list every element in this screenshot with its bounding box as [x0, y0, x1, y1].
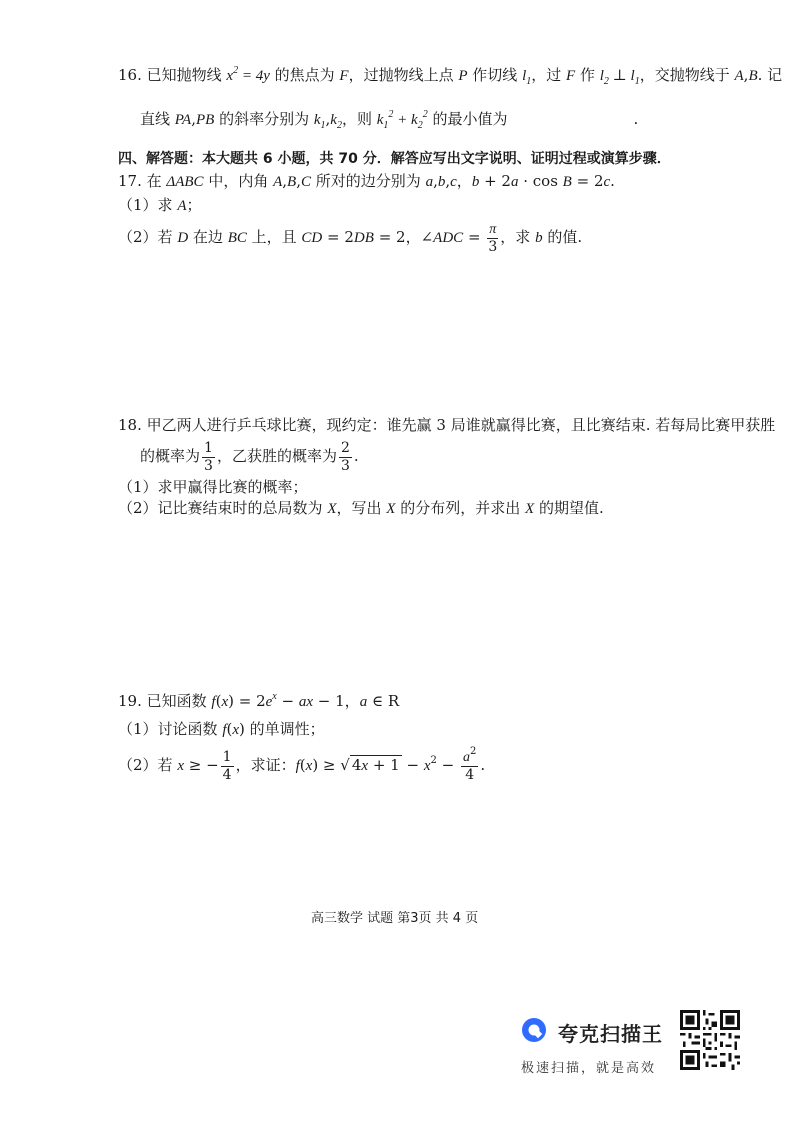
q18-part1: （1）求甲赢得比赛的概率； — [118, 478, 308, 496]
fraction-a-squared-over-4: $\frac{a^2}{4}$ — [462, 745, 477, 783]
fraction-one-quarter: $\frac{1}{4}$ — [222, 748, 232, 783]
q16-line2: 直线 PA,PB 的斜率分别为 $k_1,k_2$，则 $k_1^2 + k_2^2$ 的最小值为 . — [140, 109, 639, 131]
q19-line1: 19. 已知函数 $f(x) = 2e^x$ − ax − 1，a ∈ R — [118, 691, 400, 710]
fraction-two-thirds: $\frac{2}{3}$ — [340, 439, 350, 474]
q17-line1: 17. 在 ΔABC 中，内角 A,B,C 所对的边分别为 a,b,c，b + 2a · cos B = 2c. — [118, 172, 615, 190]
q18-line2: 的概率为 $\frac{1}{3}$ ，乙获胜的概率为 $\frac{2}{3}$ . — [140, 439, 359, 474]
math-parabola: $x^2 = 4y$ — [226, 65, 270, 84]
q18-part2: （2）记比赛结束时的总局数为 X，写出 X 的分布列，并求出 X 的期望值. — [118, 499, 604, 517]
fraction-pi-over-3: $\frac{\pi}{3}$ — [488, 221, 498, 255]
q17-part2: （2）若 D 在边 BC 上，且 CD = 2DB = 2，∠ADC = $\frac{\pi}{3}$ ，求 b 的值. — [118, 221, 583, 255]
section-heading: 四、解答题：本大题共 6 小题，共 70 分．解答应写出文字说明、证明过程或演算步骤． — [118, 151, 671, 167]
q16-line1: 16. 已知抛物线 $x^2 = 4y$ 的焦点为 F，过抛物线上点 P 作切线 $l_1$，过 F 作 $l_2$ ⊥ $l_1$，交抛物线于 A,B. 记 — [118, 65, 783, 87]
q18-line1: 18. 甲乙两人进行乒乓球比赛，现约定：谁先赢 3 局谁就赢得比赛，且比赛结束. 若每局比赛甲获胜 — [118, 416, 776, 434]
q19-part2: （2）若 x ≥ − $\frac{1}{4}$ ，求证：f(x) ≥ √ $4x + 1 - x^2$ − $\frac{a^2}{4}$ . — [118, 745, 486, 783]
q17-part1: （1）求 A； — [118, 196, 202, 214]
quark-logo-icon — [521, 1017, 547, 1043]
q19-part1: （1）讨论函数 f(x) 的单调性； — [118, 720, 325, 738]
fraction-one-third: $\frac{1}{3}$ — [204, 439, 213, 474]
brand-name: 夸克扫描王 — [558, 1022, 663, 1046]
page-footer: 高三数学 试题 第3页 共 4 页 — [311, 911, 479, 926]
qr-code-icon — [680, 1010, 740, 1070]
brand-slogan: 极速扫描，就是高效 — [521, 1061, 657, 1076]
